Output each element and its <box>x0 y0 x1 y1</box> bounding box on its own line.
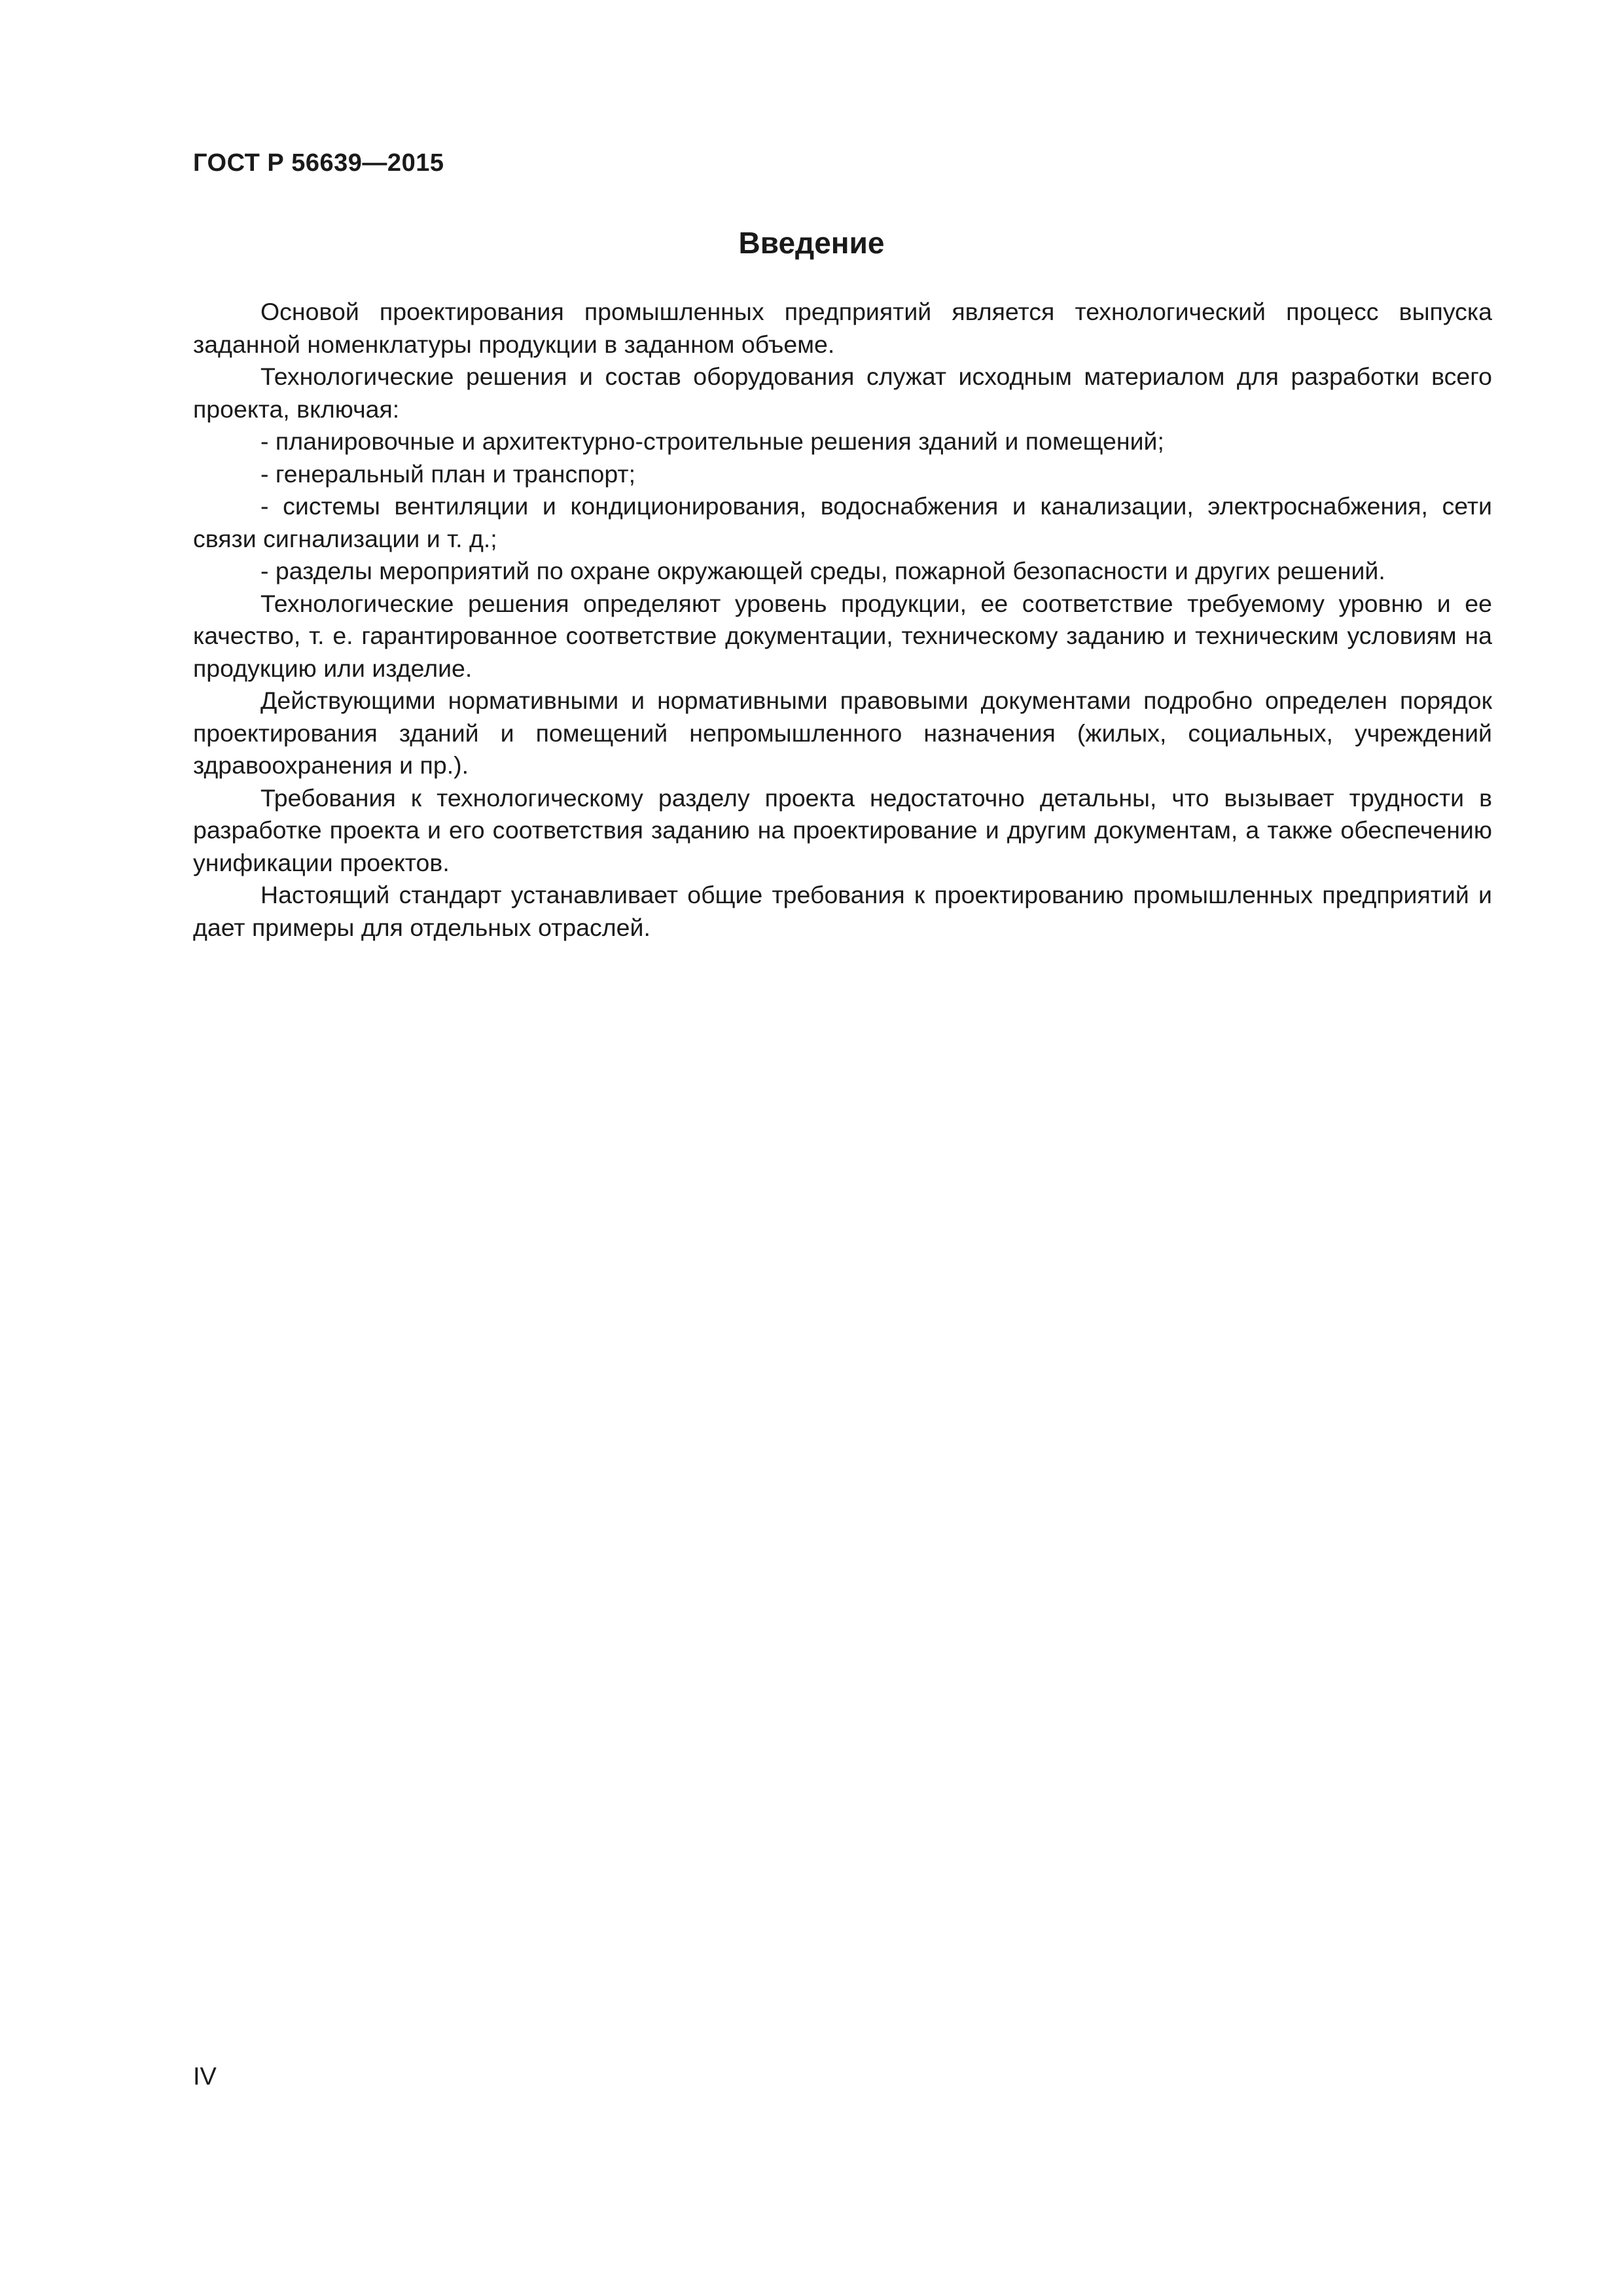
paragraph: Действующими нормативными и нормативными правовыми документами подробно определен порядок проектирования зданий и помещений непромышленного назначения (жилых, социальных, учреждений здравоохранения и пр.). <box>193 687 1492 779</box>
paragraph: Требования к технологическому разделу проекта недостаточно детальны, что вызывает трудности в разработке проекта и его соответствия заданию на проектирование и другим документам, а также обеспечению унификации проектов. <box>193 783 1492 876</box>
section-title: Введение <box>738 226 885 260</box>
paragraph: Основой проектирования промышленных предприятий является технологический процесс выпуска заданной номенклатуры продукции в заданном объеме. <box>193 298 1492 358</box>
paragraph: Настоящий стандарт устанавливает общие требования к проектированию промышленных предприятий и дает примеры для отдельных отраслей. <box>193 881 1492 941</box>
section-body <box>193 296 1492 944</box>
list-item: - разделы мероприятий по охране окружающей среды, пожарной безопасности и других решений. <box>260 557 1385 584</box>
paragraph: Технологические решения определяют уровень продукции, ее соответствие требуемому уровню и ее качество, т. е. гарантированное соответствие документации, техническому заданию и техническим условиям на продукцию или изделие. <box>193 589 1492 682</box>
list-item: - системы вентиляции и кондиционирования, водоснабжения и канализации, электроснабжения, сети связи сигнализации и т. д.; <box>193 492 1492 552</box>
list-item: - планировочные и архитектурно-строительные решения зданий и помещений; <box>260 427 1164 455</box>
paragraph: Технологические решения и состав оборудования служат исходным материалом для разработки всего проекта, включая: <box>193 363 1492 423</box>
page-number: IV <box>193 2063 217 2090</box>
list-item: - генеральный план и транспорт; <box>260 459 636 488</box>
document-code: ГОСТ Р 56639—2015 <box>193 149 444 177</box>
